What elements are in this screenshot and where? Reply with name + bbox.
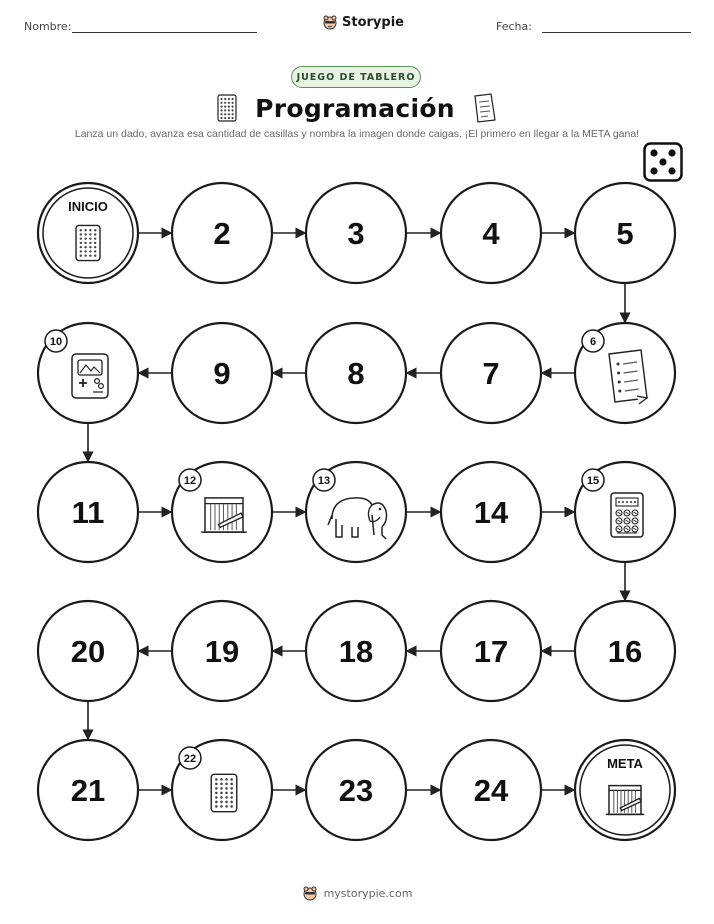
board-space	[441, 601, 541, 701]
space-number: 20	[70, 634, 106, 669]
calculator-icon	[211, 774, 237, 811]
board-space	[306, 462, 406, 562]
board-space	[441, 740, 541, 840]
space-number: 17	[473, 634, 509, 669]
space-number: 10	[49, 336, 63, 348]
loom-icon	[201, 498, 247, 532]
space-number: 9	[213, 356, 231, 391]
loom-icon	[606, 786, 644, 815]
game-type-badge: JUEGO DE TABLERO	[291, 66, 421, 88]
board-space	[441, 183, 541, 283]
board-space	[306, 601, 406, 701]
handheld-game-icon	[72, 354, 108, 398]
footer	[0, 885, 714, 901]
space-number: 19	[204, 634, 240, 669]
space-number: 11	[71, 495, 105, 530]
board-space	[38, 462, 138, 562]
control-panel-icon	[611, 493, 643, 537]
instructions-text: Lanza un dado, avanza esa cantidad de casillas y nombra la imagen donde caigas. ¡El primero en llegar a la META gana!	[74, 128, 640, 140]
space-number: 5	[616, 216, 634, 251]
board-space	[38, 740, 138, 840]
board-space	[306, 183, 406, 283]
board-space	[306, 740, 406, 840]
space-number: 22	[183, 753, 197, 765]
space-number: 2	[213, 216, 231, 251]
space-number: 16	[607, 634, 643, 669]
board-space	[172, 183, 272, 283]
space-number: 7	[482, 356, 500, 391]
space-number: 8	[347, 356, 365, 391]
board-space	[441, 462, 541, 562]
space-number: 4	[482, 216, 500, 251]
board-space	[575, 740, 675, 840]
space-number: 6	[589, 336, 597, 348]
space-number: 21	[70, 773, 106, 808]
space-number: 14	[473, 495, 509, 530]
document-icon	[609, 350, 647, 404]
brand-name: Storypie	[342, 14, 404, 30]
space-number: 18	[338, 634, 374, 669]
board-space	[575, 601, 675, 701]
name-label: Nombre:	[24, 20, 72, 33]
board-space	[38, 601, 138, 701]
start-label: INICIO	[68, 199, 108, 214]
space-number: 15	[586, 475, 600, 487]
board-space	[172, 740, 272, 840]
footer-url: mystorypie.com	[323, 886, 413, 900]
space-number: 24	[473, 773, 509, 808]
board-space	[306, 323, 406, 423]
space-number: 23	[338, 773, 374, 808]
board-space	[38, 183, 138, 283]
board-space	[575, 462, 675, 562]
board-space	[172, 323, 272, 423]
board-space	[172, 462, 272, 562]
calculator-icon	[76, 225, 100, 260]
board-space	[575, 323, 675, 423]
board-space	[38, 323, 138, 423]
board-space	[575, 183, 675, 283]
space-number: 13	[317, 475, 331, 487]
board-space	[441, 323, 541, 423]
finish-label: META	[607, 756, 643, 771]
storypie-mascot-icon	[302, 885, 318, 901]
board-space	[172, 601, 272, 701]
page-title: Programación	[255, 93, 455, 123]
space-number: 3	[347, 216, 365, 251]
space-number: 12	[183, 475, 197, 487]
date-label: Fecha:	[496, 20, 532, 33]
elephant-icon	[328, 498, 387, 539]
